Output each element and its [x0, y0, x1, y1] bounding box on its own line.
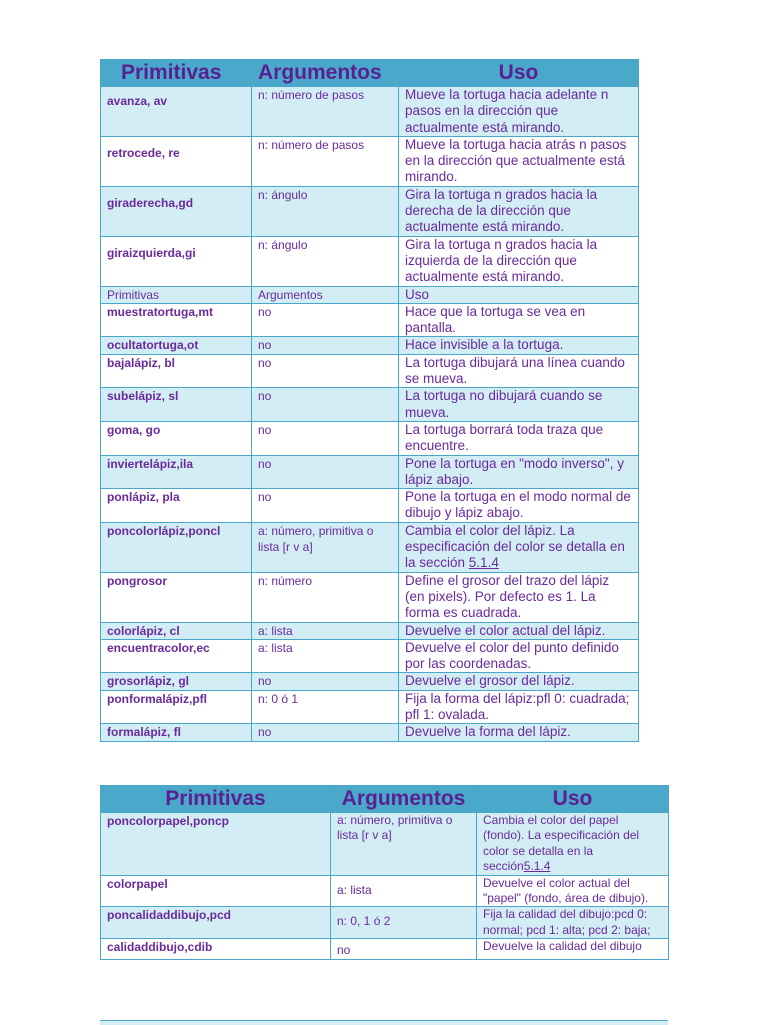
primitive-use [399, 522, 639, 572]
primitive-args: Argumentos [252, 286, 399, 303]
primitive-name: poncalidaddibujo,pcd [101, 907, 331, 939]
next-table-edge [100, 1020, 668, 1025]
header-argumentos: Argumentos [252, 60, 399, 87]
primitive-name: ocultatortuga,ot [101, 337, 252, 354]
primitive-use: Pone la tortuga en "modo inverso", y lápiz abajo. [399, 455, 639, 489]
table-header-row [101, 60, 639, 87]
section-link[interactable]: 5.1.4 [523, 859, 551, 874]
primitive-use: La tortuga dibujará una línea cuando se mueva. [399, 354, 639, 388]
primitive-args: no [252, 673, 399, 690]
table-row [101, 875, 669, 907]
table-row [101, 337, 639, 354]
primitive-args: n: ángulo [252, 236, 399, 286]
primitive-use: Devuelve el color del punto definido por las coordenadas. [399, 639, 639, 673]
primitive-name: bajalápiz, bl [101, 354, 252, 388]
primitive-name: subelápiz, sl [101, 388, 252, 422]
primitive-args: a: lista [252, 639, 399, 673]
primitive-args: no [252, 354, 399, 388]
primitive-args: no [252, 489, 399, 523]
primitives-table-2 [100, 785, 669, 960]
primitive-args: n: número de pasos [252, 136, 399, 186]
primitive-use: Devuelve el grosor del lápiz. [399, 673, 639, 690]
primitive-args: no [252, 724, 399, 741]
table-row [101, 724, 639, 741]
primitive-use: Fija la forma del lápiz:pfl 0: cuadrada; pfl 1: ovalada. [399, 690, 639, 724]
primitive-args: no [252, 421, 399, 455]
primitive-args: n: 0, 1 ó 2 [331, 907, 477, 939]
primitives-table-1 [100, 59, 639, 742]
primitive-use: Devuelve el color actual del "papel" (fondo, área de dibujo). [477, 875, 669, 907]
primitive-use: Fija la calidad del dibujo:pcd 0: normal; pcd 1: alta; pcd 2: baja; [477, 907, 669, 939]
table-row [101, 136, 639, 186]
primitive-name: formalápiz, fl [101, 724, 252, 741]
table-row [101, 286, 639, 303]
table-row [101, 673, 639, 690]
primitive-args: n: número de pasos [252, 87, 399, 137]
primitive-use: Gira la tortuga n grados hacia la derecha de la dirección que actualmente está mirando. [399, 186, 639, 236]
primitive-args: n: 0 ó 1 [252, 690, 399, 724]
primitive-use: Mueve la tortuga hacia atrás n pasos en la dirección que actualmente está mirando. [399, 136, 639, 186]
primitive-use-text: Cambia el color del lápiz. La especificación del color se detalla en la sección [405, 522, 625, 571]
primitive-use: Devuelve la forma del lápiz. [399, 724, 639, 741]
primitive-name: ponlápiz, pla [101, 489, 252, 523]
primitive-use: Gira la tortuga n grados hacia la izquierda de la dirección que actualmente está mirando. [399, 236, 639, 286]
table-row [101, 186, 639, 236]
primitive-name: goma, go [101, 421, 252, 455]
primitive-args: no [252, 388, 399, 422]
table-row [101, 572, 639, 622]
primitive-use: La tortuga no dibujará cuando se mueva. [399, 388, 639, 422]
header-uso: Uso [477, 786, 669, 813]
primitive-args: no [252, 337, 399, 354]
primitive-name: giraderecha,gd [101, 186, 252, 236]
table-row [101, 690, 639, 724]
table-row [101, 455, 639, 489]
table-row [101, 87, 639, 137]
table-row [101, 388, 639, 422]
primitive-use: Devuelve el color actual del lápiz. [399, 622, 639, 639]
primitive-name: avanza, av [101, 87, 252, 137]
primitive-use: La tortuga borrará toda traza que encuentre. [399, 421, 639, 455]
primitive-use [477, 813, 669, 876]
primitive-use: Pone la tortuga en el modo normal de dibujo y lápiz abajo. [399, 489, 639, 523]
table-row [101, 303, 639, 337]
primitive-name: colorpapel [101, 875, 331, 907]
primitive-name: inviertelápiz,ila [101, 455, 252, 489]
primitive-args: no [252, 455, 399, 489]
header-primitivas: Primitivas [101, 60, 252, 87]
primitive-name: retrocede, re [101, 136, 252, 186]
primitive-args: a: lista [331, 875, 477, 907]
header-argumentos: Argumentos [331, 786, 477, 813]
primitive-args: a: número, primitiva o lista [r v a] [252, 522, 399, 572]
primitive-args: no [331, 939, 477, 959]
primitive-name: poncolorlápiz,poncl [101, 522, 252, 572]
primitive-name: calidaddibujo,cdib [101, 939, 331, 959]
header-uso: Uso [399, 60, 639, 87]
table-row [101, 421, 639, 455]
primitive-name: Primitivas [101, 286, 252, 303]
header-primitivas: Primitivas [101, 786, 331, 813]
primitive-args: no [252, 303, 399, 337]
primitive-name: muestratortuga,mt [101, 303, 252, 337]
primitive-name: colorlápiz, cl [101, 622, 252, 639]
primitive-args: n: ángulo [252, 186, 399, 236]
primitive-args: a: número, primitiva o lista [r v a] [331, 813, 477, 876]
primitive-name: encuentracolor,ec [101, 639, 252, 673]
primitive-name: grosorlápiz, gl [101, 673, 252, 690]
table-header-row [101, 786, 669, 813]
table-row [101, 939, 669, 959]
primitive-use-text: Cambia el color del papel (fondo). La especificación del color se detalla en la sección [483, 813, 640, 874]
section-link[interactable]: 5.1.4 [468, 555, 499, 571]
table-row [101, 522, 639, 572]
primitive-args: a: lista [252, 622, 399, 639]
primitive-name: poncolorpapel,poncp [101, 813, 331, 876]
primitive-use: Uso [399, 286, 639, 303]
primitive-name: pongrosor [101, 572, 252, 622]
table-row [101, 907, 669, 939]
table-row [101, 813, 669, 876]
table-row [101, 639, 639, 673]
table-row [101, 489, 639, 523]
primitive-use: Hace que la tortuga se vea en pantalla. [399, 303, 639, 337]
primitive-use: Hace invisible a la tortuga. [399, 337, 639, 354]
primitive-use: Define el grosor del trazo del lápiz (en pixels). Por defecto es 1. La forma es cuadrada. [399, 572, 639, 622]
primitive-args: n: número [252, 572, 399, 622]
primitive-use: Devuelve la calidad del dibujo [477, 939, 669, 959]
primitive-name: giraizquierda,gi [101, 236, 252, 286]
primitive-use: Mueve la tortuga hacia adelante n pasos en la dirección que actualmente está mirando. [399, 87, 639, 137]
table-row [101, 622, 639, 639]
table-row [101, 236, 639, 286]
table-row [101, 354, 639, 388]
primitive-name: ponformalápiz,pfl [101, 690, 252, 724]
